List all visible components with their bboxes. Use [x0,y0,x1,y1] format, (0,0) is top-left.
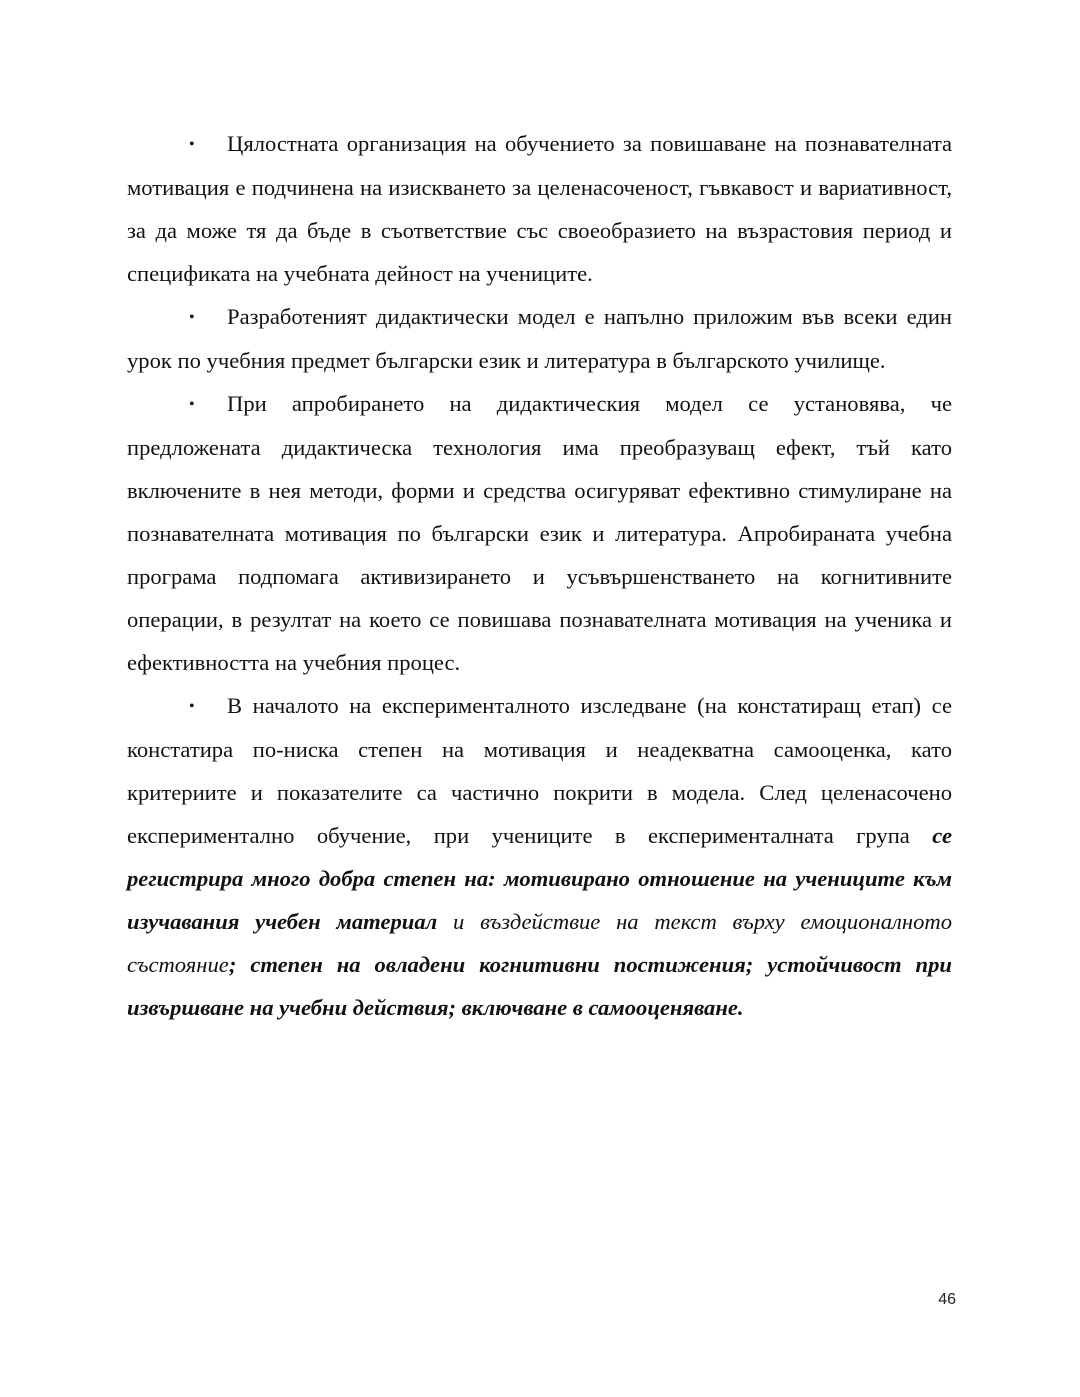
list-item [127,684,952,1029]
paragraph-text: Цялостната организация на обучението за повишаване на познавателната мотивация е подчинена на изискването за целенасоченост, гъвкавост и вариативност, за да може тя да бъде в съответствие със своеобразието на възрастовия период и спецификата на учебната дейност на учениците. [127,131,952,286]
body-text [127,122,952,1029]
emphasized-text: ; степен на овладени когнитивни постижения; устойчивост при извършване на учебни действия; включване в самооценяване. [127,952,952,1020]
bullet-icon: • [189,698,195,715]
italic-text: и въздействие на текст върху емоционалното състояние [127,909,952,977]
paragraph-text: При апробирането на дидактическия модел се установява, че предложената дидактическа технология има преобразуващ ефект, тъй като включените в нея методи, форми и средства осигуряват ефективно стимулиране на познавателната мотивация по български език и литература. Апробираната учебна програма подпомага активизирането и усъвършенстването на когнитивните операции, в резултат на което се повишава познавателната мотивация на ученика и ефективността на учебния процес. [127,391,952,675]
bullet-icon: • [189,309,195,326]
page-number: 46 [938,1291,956,1308]
bullet-icon: • [189,136,195,153]
emphasized-text: се регистрира много добра степен на: мотивирано отношение на учениците към изучавания учебен материал [127,823,952,934]
paragraph-text: Разработеният дидактически модел е напълно приложим във всеки един урок по учебния предмет български език и литература в българското училище. [127,304,952,373]
list-item [127,295,952,382]
paragraph-text: В началото на експерименталното изследване (на констатиращ етап) се констатира по-ниска степен на мотивация и неадекватна самооценка, като критериите и показателите са частично покрити в модела. След целенасочено експериментално обучение, при учениците в експерименталната група [127,693,952,848]
bullet-icon: • [189,396,195,413]
list-item [127,122,952,295]
list-item [127,382,952,684]
